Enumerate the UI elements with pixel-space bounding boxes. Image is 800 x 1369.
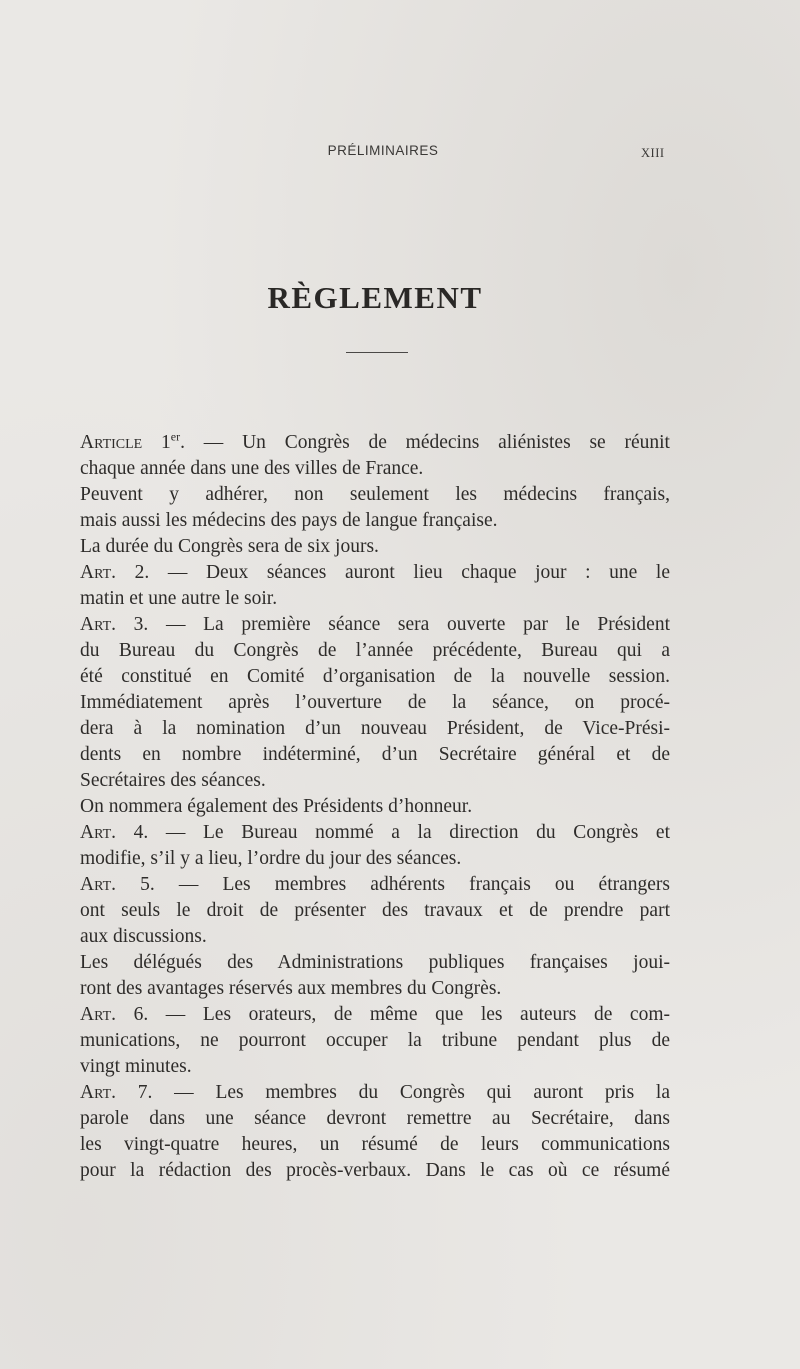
text-line <box>80 950 670 976</box>
line-text: . 3. — La première séance sera ouverte par le Président <box>111 614 670 635</box>
text-line <box>80 716 670 742</box>
line-text: . 4. — Le Bureau nommé a la direction du Congrès et <box>111 822 670 843</box>
text-line <box>80 1106 670 1132</box>
line-text: . 7. — Les membres du Congrès qui auront pris la <box>111 1082 670 1103</box>
line-text: Secrétaires des séances. <box>80 770 266 791</box>
article-label: Art <box>80 1082 112 1103</box>
line-text: . 5. — Les membres adhérents français ou étrangers <box>111 874 670 895</box>
running-title: PRÉLIMINAIRES <box>327 143 439 158</box>
line-text: dera à la nomination d’un nouveau Président, de Vice-Prési- <box>80 718 670 739</box>
text-line <box>80 976 670 1002</box>
text-line <box>80 1158 670 1184</box>
line-text: modifie, s’il y a lieu, l’ordre du jour des séances. <box>80 848 462 869</box>
line-text: . — Un Congrès de médecins aliénistes se réunit <box>180 432 670 453</box>
line-text: chaque année dans une des villes de France. <box>80 458 424 479</box>
text-line <box>80 456 670 482</box>
text-line <box>80 768 670 794</box>
line-text: Immédiatement après l’ouverture de la séance, on procé- <box>80 692 670 713</box>
article-label: Art <box>80 1004 112 1025</box>
line-text: pour la rédaction des procès-verbaux. Dans le cas où ce résumé <box>80 1160 670 1181</box>
article-label: Article 1 <box>80 432 171 453</box>
text-line <box>80 872 670 898</box>
line-text: aux discussions. <box>80 926 207 947</box>
text-line <box>80 690 670 716</box>
line-text: du Bureau du Congrès de l’année précédente, Bureau qui a <box>80 640 670 661</box>
section-title: RÈGLEMENT <box>267 280 483 315</box>
text-line <box>80 1132 670 1158</box>
line-text: dents en nombre indéterminé, d’un Secrétaire général et de <box>80 744 670 765</box>
line-text: On nommera également des Présidents d’honneur. <box>80 796 473 817</box>
ordinal-superscript: er <box>170 429 181 444</box>
line-text: vingt minutes. <box>80 1056 192 1077</box>
line-text: Peuvent y adhérer, non seulement les médecins français, <box>80 484 670 505</box>
text-line <box>80 638 670 664</box>
text-line <box>80 1028 670 1054</box>
article-label: Art <box>80 614 112 635</box>
text-line <box>80 846 670 872</box>
text-line <box>80 612 670 638</box>
line-text: ront des avantages réservés aux membres du Congrès. <box>80 978 502 999</box>
text-line <box>80 924 670 950</box>
text-line <box>80 1054 670 1080</box>
line-text: ont seuls le droit de présenter des travaux et de prendre part <box>80 900 670 921</box>
text-line <box>80 1002 670 1028</box>
page-number: XIII <box>641 146 665 160</box>
body-text <box>80 430 670 1184</box>
article-label: Art <box>80 822 112 843</box>
line-text: . 6. — Les orateurs, de même que les auteurs de com- <box>111 1004 670 1025</box>
line-text: Les délégués des Administrations publiques françaises joui- <box>80 952 670 973</box>
line-text: mais aussi les médecins des pays de langue française. <box>80 510 498 531</box>
line-text: été constitué en Comité d’organisation de la nouvelle session. <box>80 666 670 687</box>
text-line <box>80 742 670 768</box>
text-line <box>80 586 670 612</box>
text-line <box>80 430 670 456</box>
text-line <box>80 508 670 534</box>
text-line <box>80 560 670 586</box>
line-text: La durée du Congrès sera de six jours. <box>80 536 379 557</box>
title-rule <box>346 352 408 353</box>
line-text: matin et une autre le soir. <box>80 588 278 609</box>
line-text: . 2. — Deux séances auront lieu chaque jour : une le <box>111 562 670 583</box>
text-line <box>80 898 670 924</box>
line-text: parole dans une séance devront remettre au Secrétaire, dans <box>80 1108 670 1129</box>
text-line <box>80 794 670 820</box>
line-text: munications, ne pourront occuper la tribune pendant plus de <box>80 1030 670 1051</box>
text-line <box>80 482 670 508</box>
line-text: les vingt-quatre heures, un résumé de leurs communications <box>80 1134 670 1155</box>
text-line <box>80 820 670 846</box>
text-line <box>80 534 670 560</box>
text-line <box>80 1080 670 1106</box>
article-label: Art <box>80 562 112 583</box>
text-line <box>80 664 670 690</box>
article-label: Art <box>80 874 112 895</box>
